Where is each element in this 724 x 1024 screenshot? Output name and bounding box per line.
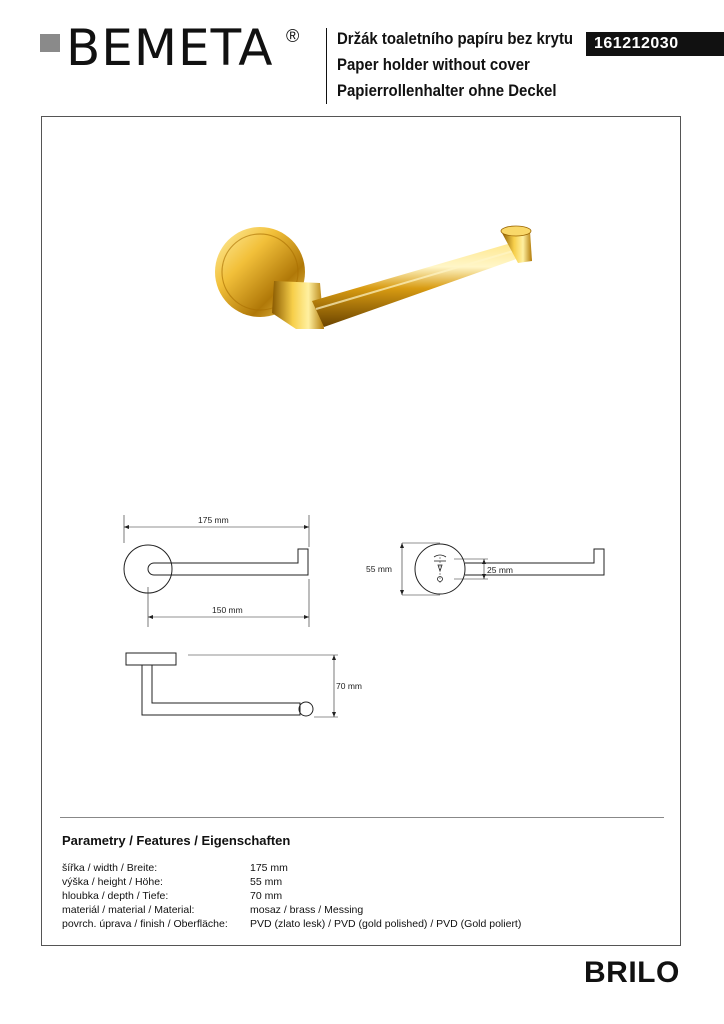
technical-drawings bbox=[42, 117, 682, 737]
product-titles bbox=[337, 26, 605, 104]
spec-label: šířka / width / Breite: bbox=[62, 862, 158, 874]
product-code-badge: 161212030 bbox=[586, 32, 724, 56]
top-view-drawing bbox=[126, 653, 338, 717]
spec-value: 70 mm bbox=[250, 890, 283, 902]
spec-label: hloubka / depth / Tiefe: bbox=[62, 890, 169, 902]
product-sheet-frame bbox=[41, 116, 681, 946]
spec-row bbox=[62, 903, 521, 917]
spec-label: materiál / material / Material: bbox=[62, 904, 195, 916]
title-german: Papierrollenhalter ohne Deckel bbox=[337, 81, 557, 100]
spec-table bbox=[62, 861, 521, 931]
spec-value: mosaz / brass / Messing bbox=[250, 904, 364, 916]
dim-height: 55 mm bbox=[366, 564, 392, 574]
title-czech: Držák toaletního papíru bez krytu bbox=[337, 29, 574, 48]
header-divider bbox=[326, 28, 327, 104]
logo-square-icon bbox=[40, 34, 60, 52]
dim-width-bar: 150 mm bbox=[212, 605, 243, 615]
features-title: Parametry / Features / Eigenschaften bbox=[62, 833, 291, 848]
brand-logo bbox=[40, 19, 310, 80]
spec-value: 175 mm bbox=[250, 862, 288, 874]
spec-row bbox=[62, 875, 521, 889]
dim-width-total: 175 mm bbox=[198, 515, 229, 525]
spec-value: PVD (zlato lesk) / PVD (gold polished) / PVD (Gold poliert) bbox=[250, 918, 522, 930]
features-divider bbox=[60, 817, 664, 818]
spec-row bbox=[62, 889, 521, 903]
series-name: BRILO bbox=[584, 956, 680, 989]
title-english: Paper holder without cover bbox=[337, 55, 530, 74]
spec-value: 55 mm bbox=[250, 876, 283, 888]
spec-label: povrch. úprava / finish / Oberfläche: bbox=[62, 918, 228, 930]
spec-row bbox=[62, 861, 521, 875]
registered-mark: ® bbox=[286, 26, 300, 46]
brand-name: BEMETA bbox=[66, 19, 274, 77]
dim-hole: 25 mm bbox=[487, 565, 513, 575]
spec-label: výška / height / Höhe: bbox=[62, 876, 163, 888]
dim-depth: 70 mm bbox=[336, 681, 362, 691]
spec-row bbox=[62, 917, 521, 931]
